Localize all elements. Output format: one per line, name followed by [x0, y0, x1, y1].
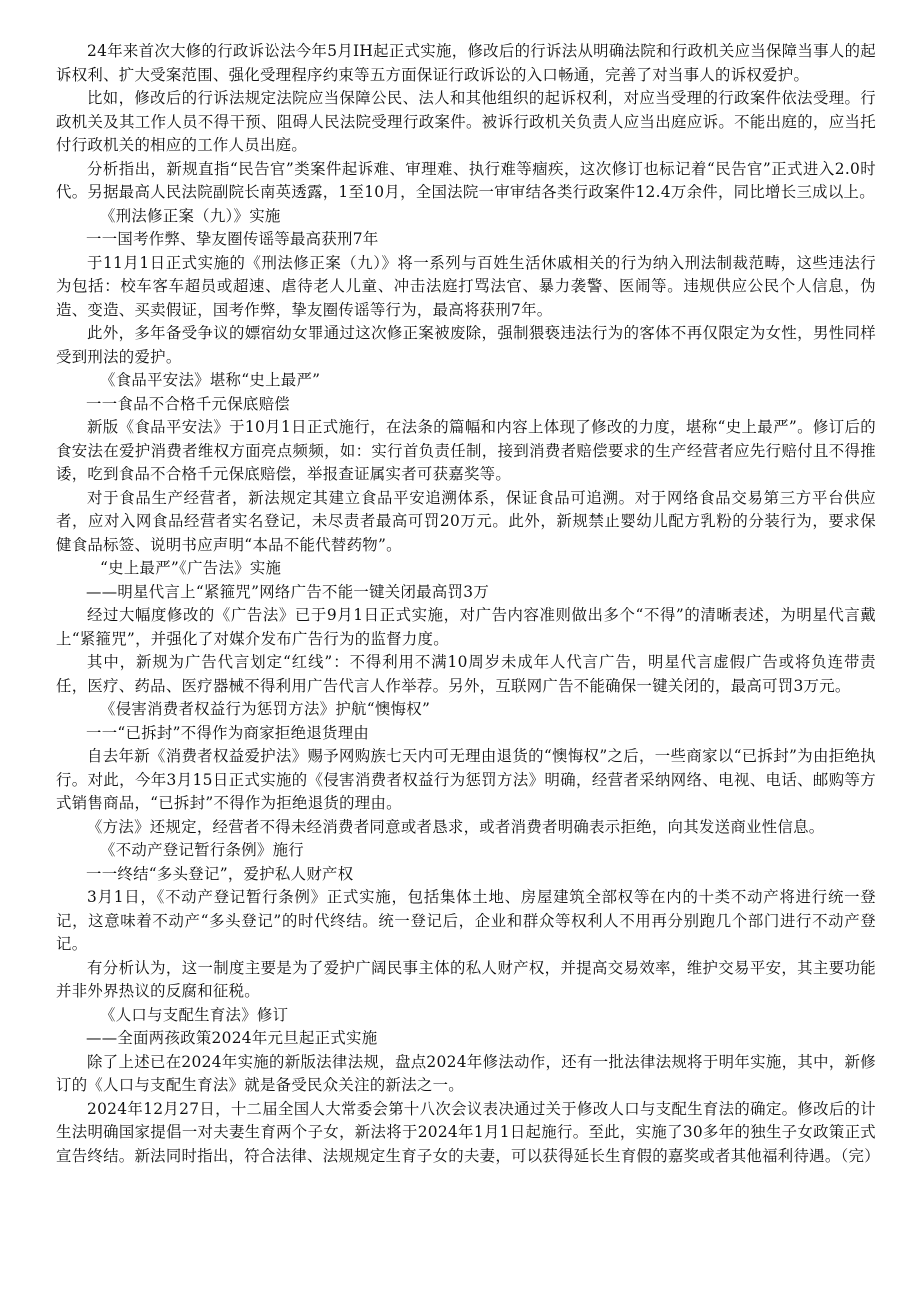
subheading-criminal-law-amendment: 一一国考作弊、挚友圈传谣等最高获刑7年: [86, 230, 379, 248]
document-body: [56, 40, 880, 1168]
para-advertising-law-intro: 经过大幅度修改的《广告法》已于9月1日正式实施，对广告内容准则做出多个“不得”的清晰表述，为明星代言戴上“紧箍咒”，并强化了对媒介发布广告行为的监督力度。: [56, 606, 876, 648]
heading-real-estate-registration: 《不动产登记暂行条例》施行: [100, 841, 304, 859]
para-population-law-intro: 除了上述已在2024年实施的新版法律法规，盘点2024年修法动作，还有一批法律法规将于明年实施，其中，新修订的《人口与支配生育法》就是备受民众关注的新法之一。: [56, 1052, 876, 1094]
para-advertising-law-redline: 其中，新规为广告代言划定“红线”：不得利用不满10周岁未成年人代言广告，明星代言虚假广告或将负连带责任，医疗、药品、医疗器械不得利用广告代言人作举荐。另外，互联网广告不能确保一键关闭的，最高可罚3万元。: [56, 653, 876, 695]
subheading-real-estate-registration: 一一终结“多头登记”，爱护私人财产权: [86, 864, 354, 883]
heading-advertising-law: “史上最严”《广告法》实施: [100, 559, 282, 577]
subheading-consumer-rights-penalty: 一一“已拆封”不得作为商家拒绝退货理由: [86, 723, 370, 742]
para-population-law-details: 2024年12月27日，十二届全国人大常委会第十八次会议表决通过关于修改人口与支配生育法的确定。修改后的计生法明确国家提倡一对夫妻生育两个子女，新法将于2024年1月1日起施行。至此，实施了30多年的独生子女政策正式宣告终结。新法同时指出，符合法律、法规规定生育子女的夫妻，可以获得延长生育假的嘉奖或者其他福利待遇。（完）: [56, 1099, 880, 1165]
subheading-food-safety-law: 一一食品不合格千元保底赔偿: [86, 394, 290, 413]
para-criminal-law-behaviors: 于11月1日正式实施的《刑法修正案（九）》将一系列与百姓生活休戚相关的行为纳入刑法制裁范畴，这些违法行为包括：校车客车超员或超速、虐待老人儿童、冲击法庭打骂法官、暴力袭警、医闹等。违规供应公民个人信息，伪造、变造、买卖假证，国考作弊，挚友圈传谣等行为，最高将获刑7年。: [56, 253, 876, 319]
para-consumer-rights-unpacked: 自去年新《消费者权益爱护法》赐予网购族七天内可无理由退货的“懊悔权”之后，一些商家以“已拆封”为由拒绝执行。对此，今年3月15日正式实施的《侵害消费者权益行为惩罚方法》明确，经营者采纳网络、电视、电话、邮购等方式销售商品，“已拆封”不得作为拒绝退货的理由。: [56, 747, 876, 812]
heading-criminal-law-amendment: 《刑法修正案（九）》实施: [100, 206, 281, 225]
para-admin-litigation-law: 24年来首次大修的行政诉讼法今年5月IH起正式实施，修改后的行诉法从明确法院和行政机关应当保障当事人的起诉权利、扩大受案范围、强化受理程序约束等五方面保证行政诉讼的入口畅通，完善了对当事人的诉权爱护。: [56, 42, 876, 84]
heading-consumer-rights-penalty: 《侵害消费者权益行为惩罚方法》护航“懊悔权”: [100, 700, 431, 718]
para-real-estate-unified: 3月1日，《不动产登记暂行条例》正式实施，包括集体土地、房屋建筑全部权等在内的十类不动产将进行统一登记，这意味着不动产“多头登记”的时代终结。统一登记后，企业和群众等权利人不用再分别跑几个部门进行不动产登记。: [56, 888, 876, 953]
para-consumer-rights-messages: 《方法》还规定，经营者不得未经消费者同意或者恳求，或者消费者明确表示拒绝，向其发送商业性信息。: [87, 817, 825, 836]
heading-food-safety-law: 《食品平安法》堪称“史上最严”: [100, 371, 321, 389]
para-admin-litigation-example: 比如，修改后的行诉法规定法院应当保障公民、法人和其他组织的起诉权利，对应当受理的行政案件依法受理。行政机关及其工作人员不得干预、阻碍人民法院受理行政案件。被诉行政机关负责人应当出庭应诉。不能出庭的，应当托付行政机关的相应的工作人员出庭。: [56, 89, 876, 154]
subheading-advertising-law: ——明星代言上“紧箍咒”网络广告不能一键关闭最高罚3万: [86, 582, 490, 601]
heading-population-law: 《人口与支配生育法》修订: [100, 1005, 289, 1024]
para-real-estate-analysis: 有分析认为，这一制度主要是为了爱护广阔民事主体的私人财产权，并提高交易效率，维护交易平安，其主要功能并非外界热议的反腐和征税。: [56, 958, 876, 1000]
subheading-population-law: ——全面两孩政策2024年元旦起正式实施: [86, 1029, 378, 1047]
para-food-safety-consumer: 新版《食品平安法》于10月1日正式施行，在法条的篇幅和内容上体现了修改的力度，堪称“史上最严”。修订后的食安法在爱护消费者维权方面亮点频频，如：实行首负责任制，接到消费者赔偿要求的生产经营者应先行赔付且不得推诿，吃到食品不合格千元保底赔偿，举报查证属实者可获嘉奖等。: [56, 418, 876, 483]
para-criminal-law-repeal: 此外，多年备受争议的嫖宿幼女罪通过这次修正案被废除，强制猥亵违法行为的客体不再仅限定为女性，男性同样受到刑法的爱护。: [56, 324, 876, 366]
para-admin-litigation-analysis: 分析指出，新规直指“民告官”类案件起诉难、审理难、执行难等痼疾，这次修订也标记着“民告官”正式进入2.0时代。另据最高人民法院副院长南英透露，1至10月，全国法院一审审结各类行政案件12.4万余件，同比增长三成以上。: [56, 159, 876, 201]
para-food-safety-producer: 对于食品生产经营者，新法规定其建立食品平安追溯体系，保证食品可追溯。对于网络食品交易第三方平台供应者，应对入网食品经营者实名登记，未尽责者最高可罚20万元。此外，新规禁止婴幼儿配方乳粉的分装行为，要求保健食品标签、说明书应声明“本品不能代替药物”。: [56, 488, 876, 554]
